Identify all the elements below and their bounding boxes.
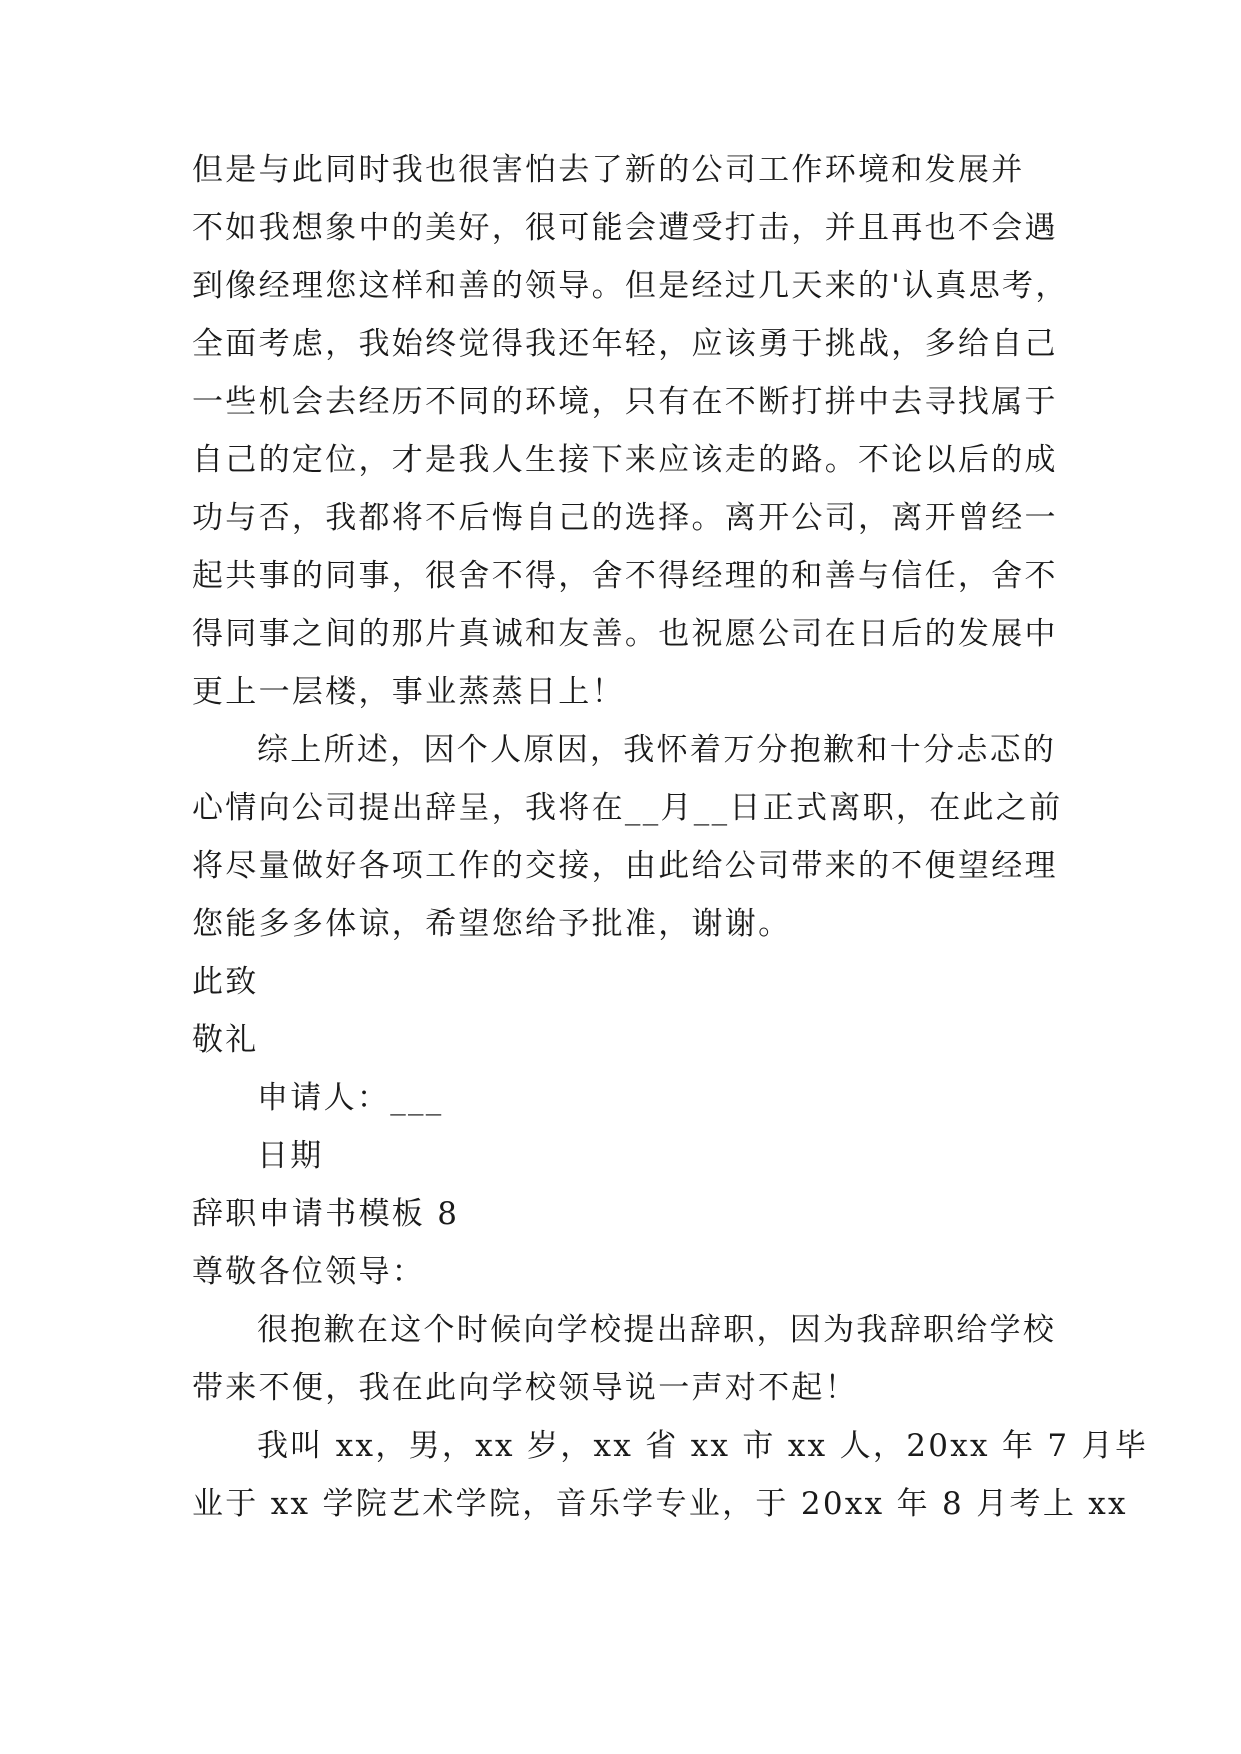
closing-line: 此致 (192, 964, 259, 1000)
applicant-line: 申请人：___ (257, 1080, 444, 1116)
paragraph-line: 得同事之间的那片真诚和友善。也祝愿公司在日后的发展中 (192, 616, 1058, 652)
paragraph-line: 心情向公司提出辞呈，我将在__月__日正式离职，在此之前 (192, 790, 1063, 826)
paragraph-line: 更上一层楼，事业蒸蒸日上！ (192, 674, 625, 710)
section-title: 辞职申请书模板 8 (192, 1196, 460, 1232)
paragraph-line: 我叫 xx，男，xx 岁，xx 省 xx 市 xx 人，20xx 年 7 月毕 (257, 1428, 1149, 1464)
closing-line: 敬礼 (192, 1022, 259, 1058)
paragraph-line: 全面考虑，我始终觉得我还年轻，应该勇于挑战，多给自己 (192, 326, 1058, 362)
paragraph-line: 但是与此同时我也很害怕去了新的公司工作环境和发展并 (192, 152, 1025, 188)
date-line: 日期 (257, 1138, 324, 1174)
paragraph-line: 起共事的同事，很舍不得，舍不得经理的和善与信任，舍不 (192, 558, 1058, 594)
paragraph-line: 业于 xx 学院艺术学院，音乐学专业，于 20xx 年 8 月考上 xx (192, 1486, 1128, 1522)
paragraph-line: 很抱歉在这个时候向学校提出辞职，因为我辞职给学校 (257, 1312, 1057, 1348)
paragraph-line: 自己的定位，才是我人生接下来应该走的路。不论以后的成 (192, 442, 1058, 478)
paragraph-line: 到像经理您这样和善的领导。但是经过几天来的'认真思考， (192, 268, 1069, 304)
paragraph-line: 不如我想象中的美好，很可能会遭受打击，并且再也不会遇 (192, 210, 1058, 246)
paragraph-line: 带来不便，我在此向学校领导说一声对不起！ (192, 1370, 858, 1406)
paragraph-line: 您能多多体谅，希望您给予批准，谢谢。 (192, 906, 792, 942)
paragraph-line: 综上所述，因个人原因，我怀着万分抱歉和十分忐忑的 (257, 732, 1057, 768)
paragraph-line: 将尽量做好各项工作的交接，由此给公司带来的不便望经理 (192, 848, 1058, 884)
paragraph-line: 功与否，我都将不后悔自己的选择。离开公司，离开曾经一 (192, 500, 1058, 536)
paragraph-line: 一些机会去经历不同的环境，只有在不断打拼中去寻找属于 (192, 384, 1058, 420)
salutation: 尊敬各位领导： (192, 1254, 426, 1290)
